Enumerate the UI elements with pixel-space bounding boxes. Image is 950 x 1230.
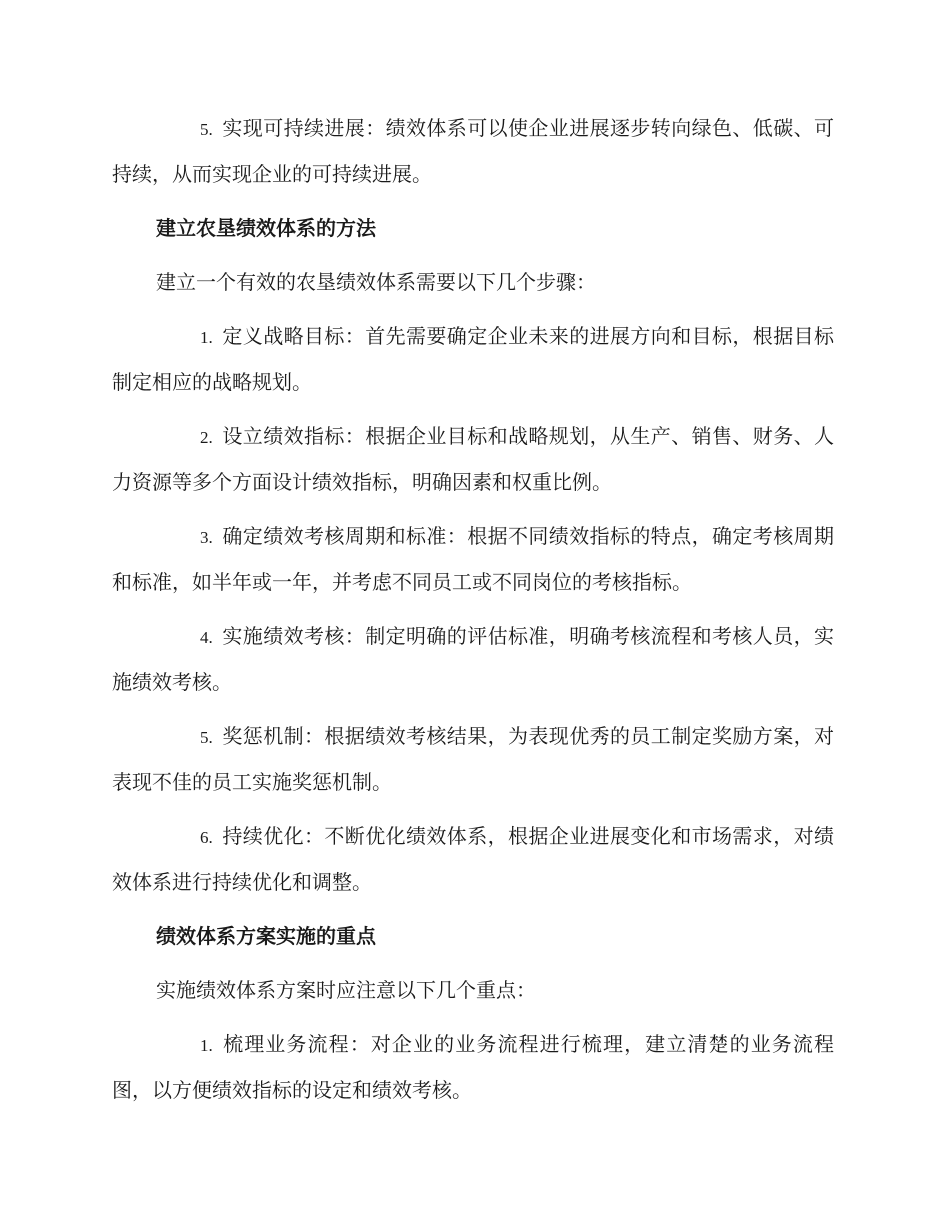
list-number: 5.	[200, 120, 213, 139]
paragraph-intro-key-points: 实施绩效体系方案时应注意以下几个重点：	[156, 978, 536, 1002]
list-item-text: 实施绩效考核：制定明确的评估标准，明确考核流程和考核人员，实施绩效考核。	[112, 624, 834, 694]
list-item-optimization	[112, 814, 834, 904]
list-item-text: 实现可持续进展：绩效体系可以使企业进展逐步转向绿色、低碳、可持续，从而实现企业的可持续进展。	[112, 116, 834, 186]
list-number: 1.	[200, 1036, 213, 1055]
list-item-assessment	[112, 614, 834, 704]
paragraph-intro-steps: 建立一个有效的农垦绩效体系需要以下几个步骤：	[156, 270, 596, 294]
list-item-text: 定义战略目标：首先需要确定企业未来的进展方向和目标，根据目标制定相应的战略规划。	[112, 324, 834, 394]
list-item-strategy	[112, 314, 834, 404]
list-item-process	[112, 1022, 834, 1112]
list-number: 3.	[200, 528, 213, 547]
list-item-text: 奖惩机制：根据绩效考核结果，为表现优秀的员工制定奖励方案，对表现不佳的员工实施奖惩机制。	[112, 724, 834, 794]
list-number: 2.	[200, 428, 213, 447]
section-heading-key-points: 绩效体系方案实施的重点	[156, 924, 376, 948]
list-number: 1.	[200, 328, 213, 347]
list-number: 4.	[200, 628, 213, 647]
list-item-sustainable	[112, 106, 834, 196]
list-number: 5.	[200, 728, 213, 747]
list-item-text: 确定绩效考核周期和标准：根据不同绩效指标的特点，确定考核周期和标准，如半年或一年，并考虑不同员工或不同岗位的考核指标。	[112, 524, 834, 594]
list-item-cycle	[112, 514, 834, 604]
list-item-text: 持续优化：不断优化绩效体系，根据企业进展变化和市场需求，对绩效体系进行持续优化和调整。	[112, 824, 834, 894]
document-page	[112, 106, 834, 1122]
list-item-text: 梳理业务流程：对企业的业务流程进行梳理，建立清楚的业务流程图，以方便绩效指标的设定和绩效考核。	[112, 1032, 834, 1102]
list-item-text: 设立绩效指标：根据企业目标和战略规划，从生产、销售、财务、人力资源等多个方面设计绩效指标，明确因素和权重比例。	[112, 424, 834, 494]
list-item-rewards	[112, 714, 834, 804]
list-number: 6.	[200, 828, 213, 847]
list-item-indicators	[112, 414, 834, 504]
section-heading-methods: 建立农垦绩效体系的方法	[156, 216, 376, 240]
